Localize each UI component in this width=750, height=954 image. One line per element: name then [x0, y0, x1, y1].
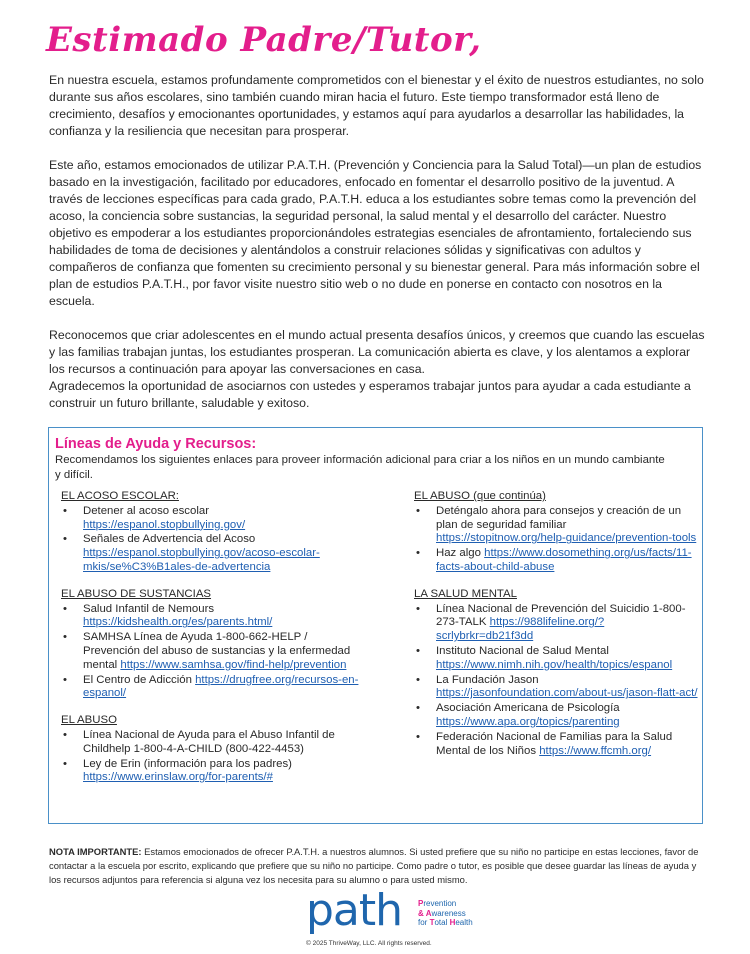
- resources-intro: Recomendamos los siguientes enlaces para proveer información adicional para criar a los niños en un mundo cambiante y difícil.: [55, 454, 665, 481]
- note-label: NOTA IMPORTANTE:: [49, 846, 142, 857]
- resource-text: Detener al acoso escolar: [83, 504, 209, 517]
- resource-list: [414, 505, 699, 575]
- resource-text: Deténgalo ahora para consejos y creación de un plan de seguridad familiar: [436, 504, 682, 531]
- resource-list: [61, 729, 361, 785]
- intro-paragraph: Reconocemos que criar adolescentes en el mundo actual presenta desafíos únicos, y creemos que cuando las escuelas y las familias trabajan juntas, los estudiantes prosperan. La comunicación abierta es clave, y los alentamos a explorar los recursos a continuación para apoyar las conversaciones en casa.: [49, 328, 705, 376]
- tagline-word: otal: [434, 918, 450, 927]
- tagline-word: ealth: [455, 918, 473, 927]
- resource-link[interactable]: https://kidshealth.org/es/parents.html/: [83, 616, 273, 629]
- resource-text: Señales de Advertencia del Acoso: [83, 533, 256, 546]
- resource-section: [414, 490, 699, 575]
- resource-link[interactable]: https://www.apa.org/topics/parenting: [436, 715, 620, 728]
- resource-text: SAMHSA Línea de Ayuda 1-800-662-HELP / Prevención del abuso de sustancias y la enfermedad mental: [83, 631, 351, 671]
- resource-section-heading: EL ABUSO: [61, 714, 117, 727]
- resource-text: Salud Infantil de Nemours: [83, 602, 215, 615]
- resource-section: [61, 490, 361, 575]
- resources-box: [48, 427, 703, 824]
- resource-text: Instituto Nacional de Salud Mental: [436, 644, 609, 657]
- resource-item: [414, 702, 699, 730]
- resource-text: Línea Nacional de Ayuda para el Abuso Infantil de Childhelp 1-800-4-A-CHILD (800-422-4453): [83, 728, 335, 755]
- resources-title: Líneas de Ayuda y Recursos:: [55, 436, 257, 452]
- resource-link[interactable]: https://988lifeline.org/?scrlybrkr=db21f3dd: [436, 616, 605, 643]
- resource-link[interactable]: https://espanol.stopbullying.gov/acoso-escolar-mkis/se%C3%B1ales-de-advertencia: [83, 547, 320, 573]
- resource-item: [414, 505, 699, 546]
- intro-paragraph: Agradecemos la oportunidad de asociarnos con ustedes y esperamos trabajar juntos para ayudar a cada estudiante a construir un futuro brillante, saludable y exitoso.: [49, 379, 691, 410]
- tagline-word: wareness: [431, 908, 466, 918]
- tagline-initial: P: [418, 899, 424, 908]
- resource-list: [414, 603, 699, 759]
- resource-text: Ley de Erin (información para los padres): [83, 757, 292, 770]
- resource-text: La Fundación Jason: [436, 673, 539, 686]
- intro-letter: [49, 72, 707, 429]
- resource-item: [61, 505, 361, 533]
- tagline-word: revention: [423, 899, 457, 908]
- tagline-initial: H: [449, 918, 456, 927]
- resource-section-heading: EL ABUSO (que continúa): [414, 490, 546, 502]
- tagline-initial: T: [429, 918, 435, 927]
- resources-right-column: [414, 490, 699, 771]
- resource-text: Haz algo: [436, 547, 481, 560]
- resource-text: El Centro de Adicción: [83, 673, 192, 686]
- resource-section-heading: LA SALUD MENTAL: [414, 587, 517, 600]
- path-logo: [306, 885, 476, 943]
- resource-section: [61, 714, 361, 785]
- tagline-initial: & A: [418, 908, 432, 918]
- resource-link[interactable]: https://www.nimh.nih.gov/health/topics/espanol: [436, 658, 673, 671]
- intro-paragraph: Este año, estamos emocionados de utilizar P.A.T.H. (Prevención y Conciencia para la Salud Total)—un plan de estudios basado en la investigación, facilitado por educadores, enfocado en fomentar el desarrollo positivo de la juventud. A través de lecciones específicas para cada grado, P.A.T.H. educa a los estudiantes sobre temas como la prevención del acoso, la conciencia sobre sustancias, la seguridad personal, la salud mental y el desarrollo del carácter. Nuestro objetivo es empoderar a los estudiantes proporcionándoles estrategias esenciales de afrontamiento, fortaleciendo sus habilidades de toma de decisiones y alentándolos a construir relaciones sólidas y significativas con adultos y compañeros de confianza que fomenten su crecimiento personal y su bienestar general. Para más información sobre el plan de estudios P.A.T.H., por favor visite nuestro sitio web o no dude en ponerse en contacto con nosotros en la escuela.: [49, 158, 702, 308]
- resource-item: [61, 631, 361, 672]
- resources-left-column: [61, 490, 361, 798]
- intro-paragraph: En nuestra escuela, estamos profundamente comprometidos con el bienestar y el éxito de nuestros estudiantes, no solo durante sus años escolares, sino también cuando miran hacia el futuro. Este tiempo transformador está lleno de crecimiento, desafíos y emocionantes oportunidades, y estamos aquí para ayudarlos a desarrollar las habilidades, la confianza y la resiliencia que necesitan para prosperar.: [49, 73, 704, 138]
- tagline-word: for: [418, 918, 430, 927]
- resource-section: [414, 588, 699, 759]
- page-title: Estimado Padre/Tutor,: [46, 20, 482, 60]
- resource-link[interactable]: https://jasonfoundation.com/about-us/jason-flatt-act/: [436, 687, 698, 700]
- resource-text: Línea Nacional de Prevención del Suicidio 1-800-273-TALK: [436, 602, 686, 629]
- resource-item: [414, 645, 699, 673]
- resource-item: [414, 674, 699, 702]
- note-text: Estamos emocionados de ofrecer P.A.T.H. a nuestros alumnos. Si usted prefiere que su niño no participe en estas lecciones, favor de contactar a la escuela por escrito, explicando que prefiere que su niño no participe. Como padre o tutor, es posible que desee guardar las líneas de ayuda y los recursos adjuntos para referencia si alguna vez los necesita para su alumno o para usted mismo.: [49, 846, 699, 885]
- resource-item: [414, 731, 699, 759]
- resource-list: [61, 505, 361, 575]
- resource-text: Federación Nacional de Familias para la Salud Mental de los Niños: [436, 730, 673, 757]
- resource-section-heading: EL ACOSO ESCOLAR:: [61, 490, 179, 502]
- logo-tagline: [418, 899, 498, 928]
- resource-item: [414, 603, 699, 644]
- resource-link[interactable]: https://espanol.stopbullying.gov/: [83, 518, 246, 531]
- resource-link[interactable]: https://drugfree.org/recursos-en-espanol/: [83, 673, 359, 700]
- resource-text: Asociación Americana de Psicología: [436, 702, 620, 715]
- resource-section: [61, 588, 361, 701]
- resource-item: [61, 758, 361, 786]
- resource-link[interactable]: https://www.dosomething.org/us/facts/11-facts-about-child-abuse: [436, 547, 692, 573]
- logo-wordmark: path: [306, 885, 403, 936]
- resource-item: [61, 674, 361, 702]
- resource-link[interactable]: https://stopitnow.org/help-guidance/prevention-tools: [436, 532, 697, 545]
- resource-item: [61, 533, 361, 574]
- resource-item: [61, 603, 361, 631]
- copyright: © 2025 ThriveWay, LLC. All rights reserved.: [306, 940, 432, 947]
- resource-item: [61, 729, 361, 757]
- resource-item: [414, 547, 699, 575]
- resource-section-heading: EL ABUSO DE SUSTANCIAS: [61, 587, 212, 600]
- resource-list: [61, 603, 361, 702]
- resource-link[interactable]: https://www.samhsa.gov/find-help/prevention: [120, 658, 347, 671]
- important-note: [49, 845, 699, 887]
- resource-link[interactable]: https://www.erinslaw.org/for-parents/#: [83, 771, 273, 784]
- resource-link[interactable]: https://www.ffcmh.org/: [539, 744, 652, 757]
